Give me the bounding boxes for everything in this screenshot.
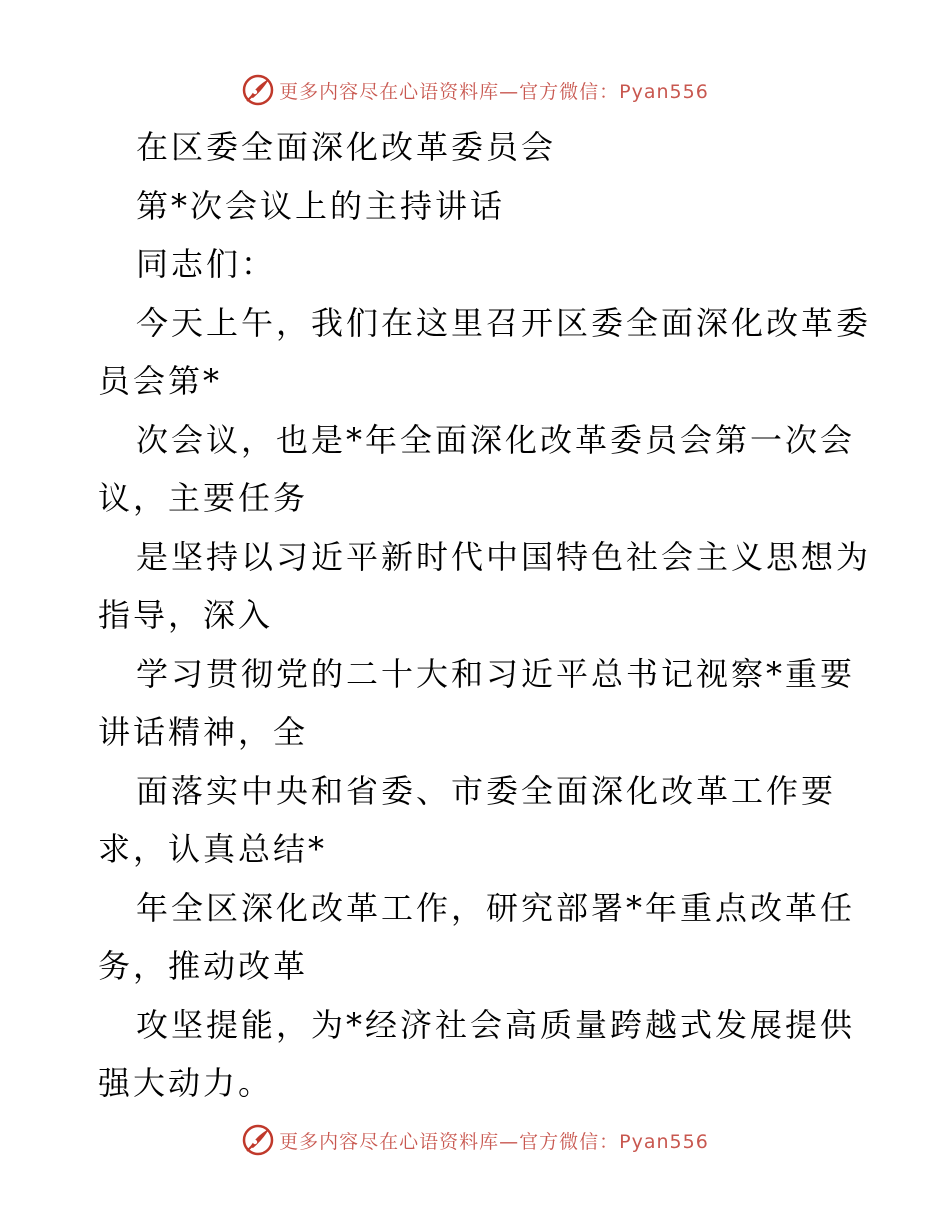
document-line: 是坚持以习近平新时代中国特色社会主义思想为 [136, 537, 872, 576]
document-line: 同志们： [136, 245, 277, 283]
footer-banner [0, 1120, 950, 1160]
document-line: 员会第* [98, 362, 223, 400]
header-banner-text: 更多内容尽在心语资料库—官方微信：Pyan556 [279, 80, 709, 103]
document-line: 年全区深化改革工作，研究部署*年重点改革任 [136, 888, 856, 927]
quill-pen-logo-icon [241, 73, 275, 107]
document-line: 第*次会议上的主持讲话 [136, 186, 506, 225]
document-body [98, 118, 872, 1113]
document-line: 面落实中央和省委、市委全面深化改革工作要 [136, 771, 837, 810]
document-line: 求，认真总结* [98, 830, 328, 868]
header-banner [0, 70, 950, 110]
quill-pen-logo-icon [241, 1123, 275, 1157]
document-line: 讲话精神，全 [98, 713, 309, 751]
document-line: 学习贯彻党的二十大和习近平总书记视察*重要 [136, 654, 856, 693]
document-line: 强大动力。 [98, 1064, 274, 1102]
document-line: 次会议，也是*年全面深化改革委员会第一次会 [136, 420, 856, 459]
document-line: 在区委全面深化改革委员会 [136, 128, 557, 166]
footer-banner-text: 更多内容尽在心语资料库—官方微信：Pyan556 [279, 1130, 709, 1153]
document-line: 攻坚提能，为*经济社会高质量跨越式发展提供 [136, 1005, 856, 1044]
document-line: 务，推动改革 [98, 947, 309, 985]
document-line: 指导，深入 [98, 596, 274, 634]
document-line: 今天上午，我们在这里召开区委全面深化改革委 [136, 303, 872, 342]
document-line: 议，主要任务 [98, 479, 309, 517]
